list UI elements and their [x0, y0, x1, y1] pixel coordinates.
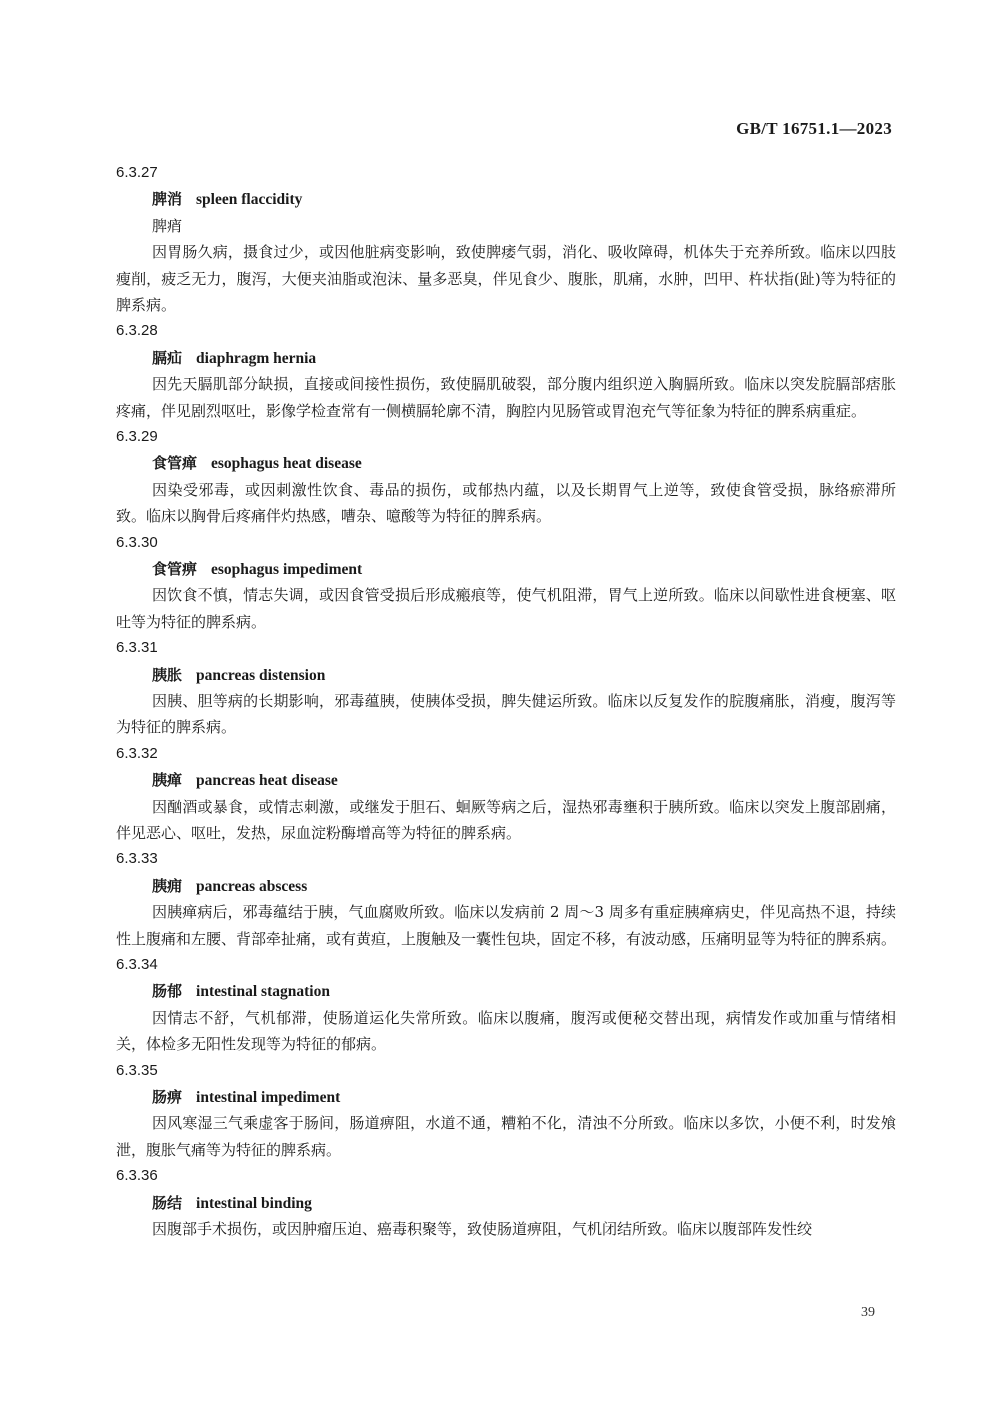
entry-definition: 因染受邪毒，或因刺激性饮食、毒品的损伤，或郁热内蕴，以及长期胃气上逆等，致使食管受损，脉络瘀滞所致。临床以胸骨后疼痛伴灼热感，嘈杂、噫酸等为特征的脾系病。 [116, 480, 896, 526]
entry [116, 424, 896, 530]
entry-term [116, 662, 896, 688]
term-en: intestinal stagnation [196, 983, 330, 1001]
entry-number: 6.3.29 [116, 428, 158, 445]
entry [116, 160, 896, 318]
entry [116, 1058, 896, 1164]
entry [116, 741, 896, 847]
term-en: intestinal impediment [196, 1088, 341, 1106]
entry-number: 6.3.32 [116, 744, 158, 762]
entry [116, 635, 896, 741]
term-en: spleen flaccidity [196, 191, 303, 209]
entry-term [116, 767, 896, 793]
entry-definition: 因饮食不慎，情志失调，或因食管受损后形成瘢痕等，使气机阻滞，胃气上逆所致。临床以间歇性进食梗塞、呕吐等为特征的脾系病。 [116, 586, 896, 631]
entry-number: 6.3.31 [116, 639, 158, 657]
standard-code: GB/T 16751.1—2023 [736, 119, 892, 138]
term-zh: 肠结 [152, 1193, 183, 1212]
entry-definition: 因胃肠久病，摄食过少，或因他脏病变影响，致使脾痿气弱，消化、吸收障碍，机体失于充养所致。临床以四肢瘦削，疲乏无力，腹泻，大便夹油脂或泡沫、量多恶臭，伴见食少、腹胀，肌痛，水肿，凹甲、杵状指(趾)等为特征的脾系病。 [116, 243, 896, 314]
entry-definition: 因先天膈肌部分缺损，直接或间接性损伤，致使膈肌破裂，部分腹内组织逆入胸膈所致。临床以突发脘膈部痞胀疼痛，伴见剧烈呕吐，影像学检查常有一侧横膈轮廓不清，胸腔内见肠管或胃泡充气等征象为特征的脾系病重症。 [116, 375, 896, 420]
term-en: esophagus heat disease [211, 455, 362, 473]
term-zh: 膈疝 [152, 348, 183, 367]
entry-term [116, 450, 896, 476]
entry-term [116, 345, 896, 371]
entry-number: 6.3.36 [116, 1167, 158, 1185]
term-zh: 脾消 [152, 190, 183, 209]
entry-definition: 因风寒湿三气乘虚客于肠间，肠道痹阻，水道不通，糟粕不化，清浊不分所致。临床以多饮，小便不利，时发飧泄，腹胀气痛等为特征的脾系病。 [116, 1114, 896, 1159]
term-zh: 食管痹 [152, 559, 198, 578]
page-number: 39 [861, 1305, 875, 1320]
entry [116, 318, 896, 424]
term-en: intestinal binding [196, 1194, 312, 1212]
entry-number: 6.3.34 [116, 955, 158, 973]
entry-term [116, 978, 896, 1004]
entry-number: 6.3.28 [116, 322, 158, 340]
entry [116, 530, 896, 636]
entry-term [116, 873, 896, 899]
entry-definition: 因酗酒或暴食，或情志刺激，或继发于胆石、蛔厥等病之后，湿热邪毒壅积于胰所致。临床以突发上腹部剧痛，伴见恶心、呕吐，发热，尿血淀粉酶增高等为特征的脾系病。 [116, 797, 896, 842]
document-body [116, 160, 896, 1242]
entry [116, 952, 896, 1058]
entry-definition: 因腹部手术损伤，或因肿瘤压迫、癌毒积聚等，致使肠道痹阻，气机闭结所致。临床以腹部阵发性绞 [152, 1219, 813, 1238]
entry-number: 6.3.30 [116, 533, 158, 551]
entry-term [116, 1084, 896, 1110]
term-zh: 胰瘅 [152, 771, 183, 790]
entry-definition: 因胰瘅病后，邪毒蕴结于胰，气血腐败所致。临床以发病前 2 周～3 周多有重症胰瘅病史，伴见高热不退，持续性上腹痛和左腰、背部牵扯痛，或有黄疸，上腹触及一囊性包块，固定不移，有波动感，压痛明显等为特征的脾系病。 [116, 903, 897, 948]
term-en: pancreas abscess [196, 877, 308, 895]
entry [116, 1163, 896, 1242]
entry-synonym: 脾痟 [152, 216, 183, 235]
entry [116, 846, 896, 952]
term-en: diaphragm hernia [196, 349, 317, 367]
term-zh: 肠郁 [152, 982, 183, 1001]
term-zh: 肠痹 [152, 1087, 183, 1106]
term-zh: 食管瘅 [152, 454, 198, 473]
entry-term [116, 186, 896, 212]
entry-term [116, 1190, 896, 1216]
entry-number: 6.3.35 [116, 1061, 158, 1079]
term-en: pancreas heat disease [196, 772, 338, 790]
term-en: esophagus impediment [211, 560, 363, 578]
entry-number: 6.3.33 [116, 850, 158, 868]
entry-number: 6.3.27 [116, 164, 158, 181]
term-en: pancreas distension [196, 666, 326, 684]
entry-term [116, 556, 896, 582]
term-zh: 胰痈 [152, 876, 183, 895]
term-zh: 胰胀 [152, 665, 183, 684]
entry-definition: 因情志不舒，气机郁滞，使肠道运化失常所致。临床以腹痛，腹泻或便秘交替出现，病情发作或加重与情绪相关，体检多无阳性发现等为特征的郁病。 [116, 1008, 896, 1054]
entry-definition: 因胰、胆等病的长期影响，邪毒蕴胰，使胰体受损，脾失健运所致。临床以反复发作的脘腹痛胀，消瘦，腹泻等为特征的脾系病。 [116, 691, 896, 737]
